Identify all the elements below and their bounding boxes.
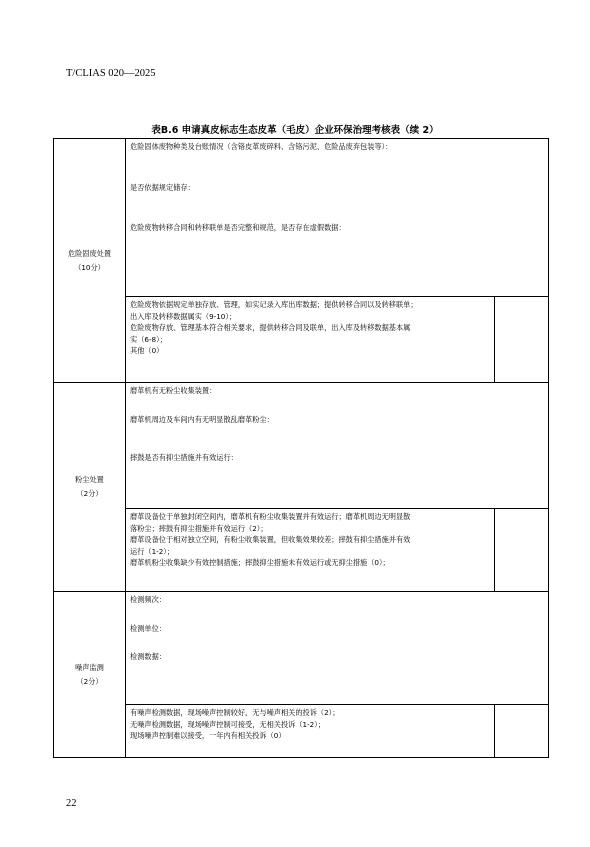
page-number: 22	[66, 798, 77, 809]
criteria-line: 现场噪声控制难以接受，一年内有相关投诉（0）	[130, 731, 286, 741]
section-dust-criteria	[54, 509, 549, 592]
category-cell	[54, 383, 126, 592]
criteria-line: 运行（1-2）；	[130, 546, 175, 556]
criteria-line: 危险废物存放、管理基本符合相关要求，提供转移合同及联单，出入库及转移数据基本属	[130, 323, 411, 333]
score-cell[interactable]	[495, 705, 549, 758]
section-noise-criteria	[54, 705, 549, 758]
category-name: 粉尘处置	[75, 475, 104, 485]
questions-cell	[126, 592, 549, 705]
category-points: （2分）	[76, 489, 103, 498]
question-line: 检测频次：	[130, 595, 166, 604]
question-line: 摔鼓是否有抑尘措施并有效运行：	[130, 453, 238, 463]
section-dust-questions	[54, 383, 549, 509]
category-cell	[54, 592, 126, 758]
section-hazardous-waste-questions	[54, 139, 549, 297]
question-line: 检测数据：	[130, 652, 166, 662]
criteria-cell	[126, 297, 495, 383]
question-line: 危险固体废物种类及台账情况（含铬皮革废碎料、含铬污泥、危险品废弃包装等）：	[130, 142, 393, 151]
criteria-line: 无噪声检测数据，现场噪声控制可接受，无相关投诉（1-2）；	[130, 719, 326, 729]
category-cell	[54, 139, 126, 383]
section-noise-questions	[54, 592, 549, 705]
category-name: 噪声监测	[75, 662, 104, 672]
table-title: 表B.6 申请真皮标志生态皮革（毛皮）企业环保治理考核表（续 2）	[151, 125, 439, 136]
score-cell[interactable]	[495, 297, 549, 383]
question-line: 检测单位：	[130, 623, 166, 633]
category-name: 危险固废处置	[67, 248, 112, 258]
criteria-line: 磨革机粉尘收集缺少有效控制措施；摔鼓抑尘措施未有效运行或无抑尘措施（0）；	[130, 558, 390, 568]
criteria-cell	[126, 509, 495, 592]
question-line: 危险废物转移合同和转移联单是否完整和规范，是否存在虚假数据：	[130, 223, 346, 233]
questions-cell	[126, 383, 549, 509]
criteria-line: 实（6-8）；	[130, 334, 167, 344]
questions-cell	[126, 139, 549, 297]
score-cell[interactable]	[495, 509, 549, 592]
question-line: 磨革机有无粉尘收集装置：	[130, 386, 217, 395]
criteria-line: 其他（0）	[130, 346, 164, 356]
category-points: （10分）	[74, 262, 105, 272]
section-hazardous-waste-criteria	[54, 297, 549, 383]
criteria-cell	[126, 705, 495, 758]
standard-code: T/CLIAS 020—2025	[66, 68, 156, 79]
criteria-line: 危险废物依据规定单独存放、管理，如实记录入库出库数据；提供转移合同以及转移联单；	[130, 300, 418, 309]
evaluation-table	[53, 138, 549, 758]
question-line: 是否依据规定储存：	[130, 182, 195, 192]
criteria-line: 磨革设备位于相对独立空间，有粉尘收集装置，但收集效果较差；摔鼓有抑尘措施并有效	[130, 535, 411, 545]
category-points: （2分）	[76, 676, 103, 686]
criteria-line: 磨革设备位于单独封闭空间内，磨革机有粉尘收集装置并有效运行；磨革机周边无明显散	[130, 512, 411, 521]
question-line: 磨革机周边及车间内有无明显散乱磨革粉尘：	[130, 414, 274, 424]
criteria-line: 出入库及转移数据属实（9-10）；	[130, 311, 237, 321]
criteria-line: 落粉尘；摔鼓有抑尘措施并有效运行（2）；	[130, 523, 268, 533]
criteria-line: 有噪声检测数据，现场噪声控制较好，无与噪声相关的投诉（2）；	[130, 708, 340, 717]
